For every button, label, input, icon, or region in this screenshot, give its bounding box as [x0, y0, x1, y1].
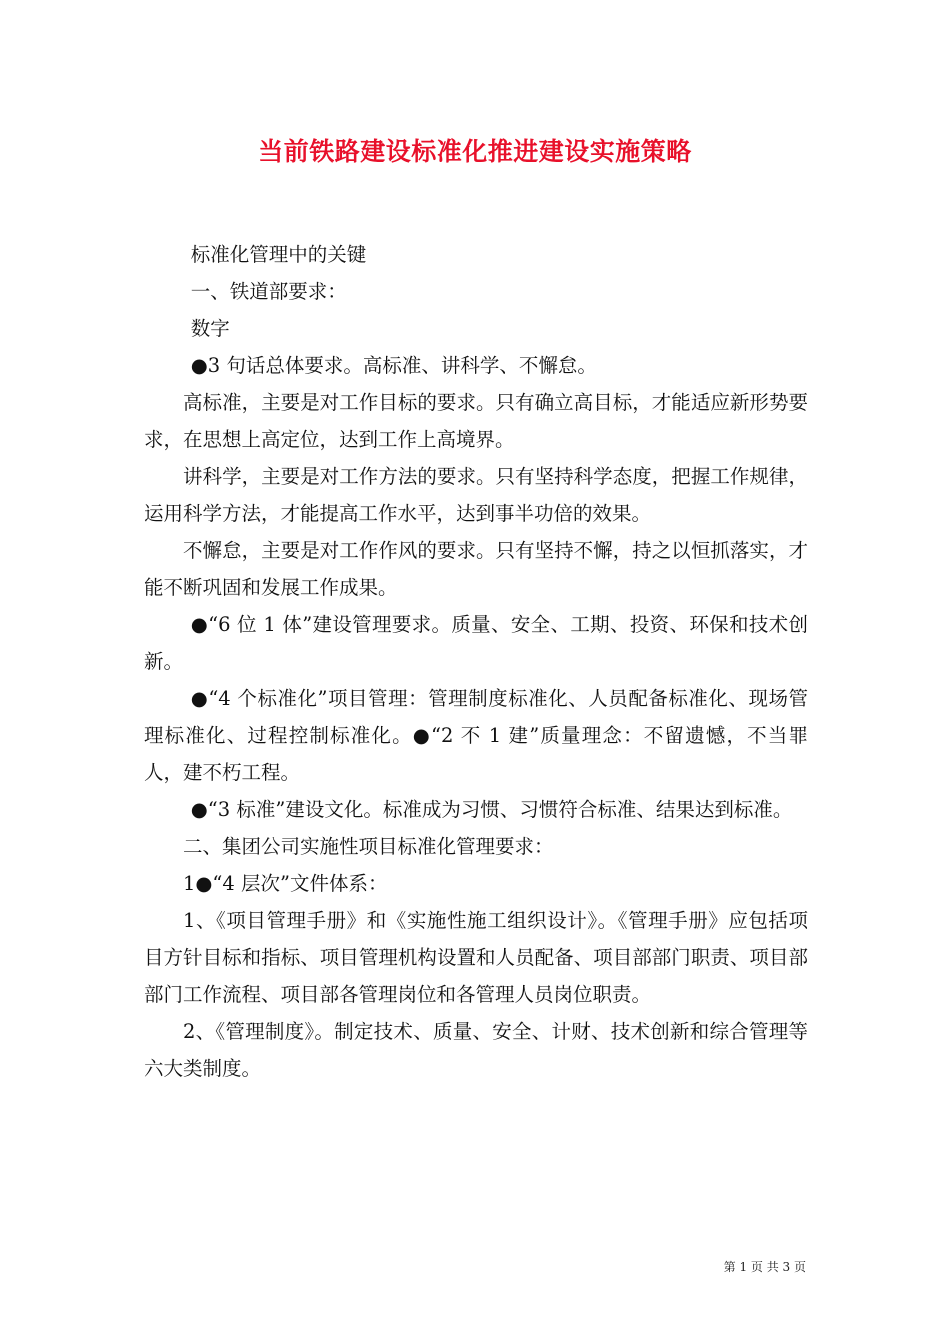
paragraph: 高标准，主要是对工作目标的要求。只有确立高目标，才能适应新形势要求，在思想上高定位，达到工作上高境界。: [144, 391, 808, 451]
paragraph: ●“3 标准”建设文化。标准成为习惯、习惯符合标准、结果达到标准。: [190, 798, 793, 821]
paragraph: 1●“4 层次”文件体系：: [183, 872, 388, 895]
paragraph: 讲科学，主要是对工作方法的要求。只有坚持科学态度，把握工作规律，运用科学方法，才能提高工作水平，达到事半功倍的效果。: [144, 465, 808, 525]
paragraph: 数字: [190, 317, 230, 340]
document-title: 当前铁路建设标准化推进建设实施策略: [258, 137, 692, 166]
paragraph: 标准化管理中的关键: [190, 243, 367, 266]
paragraph: ●“4 个标准化”项目管理：管理制度标准化、人员配备标准化、现场管理标准化、过程控制标准化。●“2 不 1 建”质量理念：不留遗憾，不当罪人，建不朽工程。: [144, 687, 808, 784]
paragraph: 2、《管理制度》。制定技术、质量、安全、计财、技术创新和综合管理等六大类制度。: [144, 1020, 808, 1080]
paragraph: 二、集团公司实施性项目标准化管理要求：: [183, 835, 554, 858]
paragraph: 不懈怠，主要是对工作作风的要求。只有坚持不懈，持之以恒抓落实，才能不断巩固和发展工作成果。: [144, 539, 808, 599]
paragraph: ●3 句话总体要求。高标准、讲科学、不懈怠。: [190, 354, 597, 377]
page-footer: 第 1 页 共 3 页: [723, 1260, 806, 1274]
paragraph: 一、铁道部要求：: [190, 280, 347, 303]
paragraph: 1、《项目管理手册》和《实施性施工组织设计》。《管理手册》应包括项目方针目标和指标、项目管理机构设置和人员配备、项目部部门职责、项目部部门工作流程、项目部各管理岗位和各管理人员岗位职责。: [144, 909, 808, 1006]
document-body: [144, 236, 808, 1087]
paragraph: ●“6 位 1 体”建设管理要求。质量、安全、工期、投资、环保和技术创新。: [144, 613, 808, 673]
